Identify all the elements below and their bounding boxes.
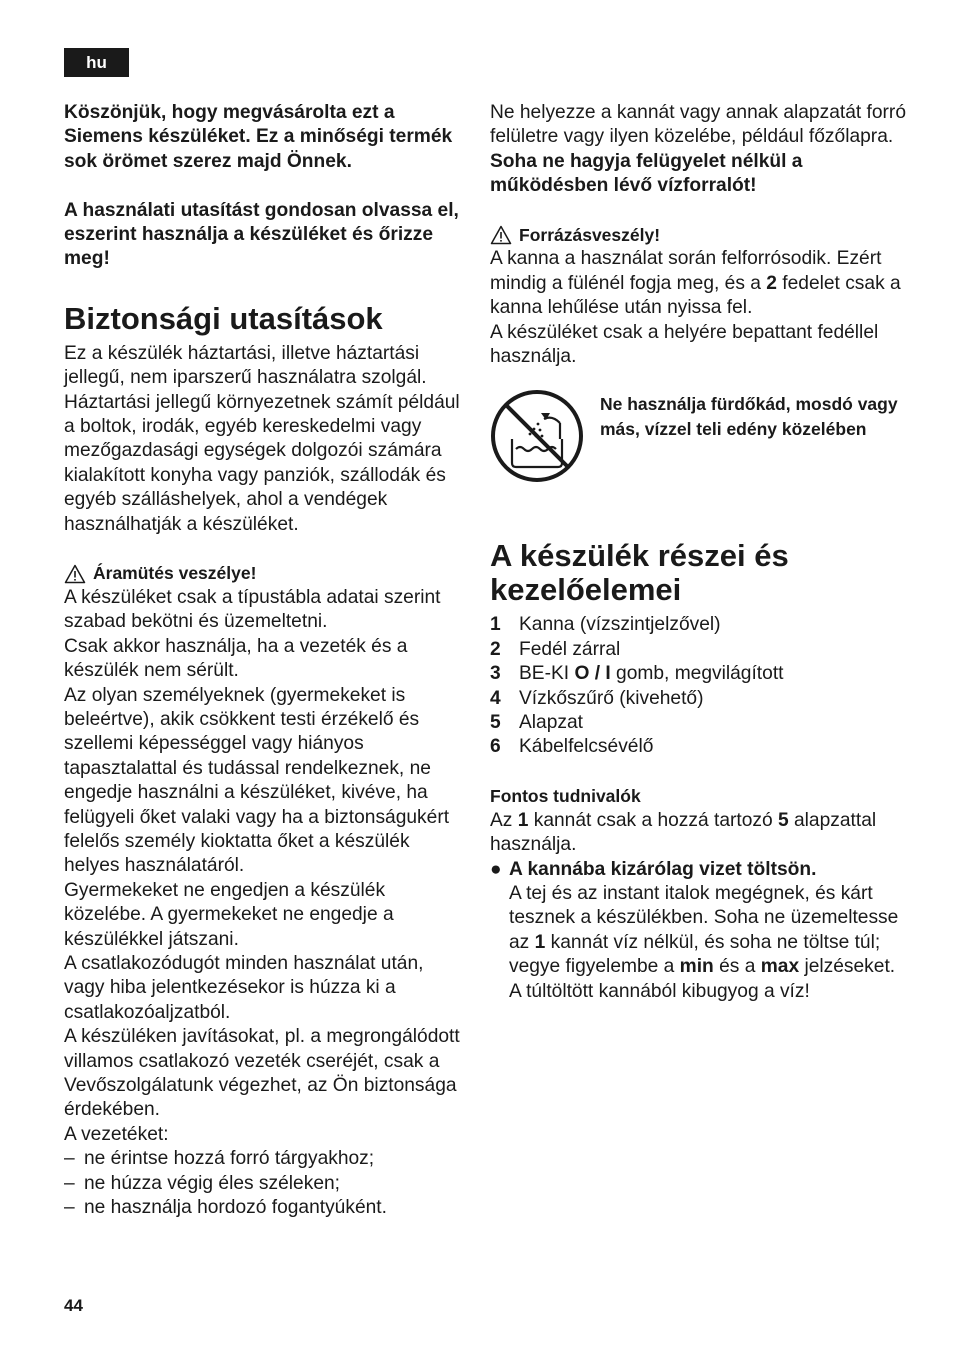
- warning-triangle-icon: [64, 564, 86, 584]
- bath-warning-row: [490, 389, 910, 483]
- bullet-text: A tej és az instant italok megégnek, és kárt tesznek a készülékben. Soha ne üzemeltesse az 1 kannát víz nélkül, és soha ne töltse túl; vegye figyelembe a min és a max jelzéseket. A túltöltött kannából kibugyog a víz!: [509, 882, 899, 1002]
- right-column: [490, 101, 910, 1004]
- shock-paragraph: A készüléken javításokat, pl. a megrongálódott villamos csatlakozó vezeték cseréjét, csak a Vevőszolgálatunk végezhet, az Ön biztonsága érdekében.: [64, 1026, 460, 1121]
- scald-paragraph: A készüléket csak a helyére bepattant fedéllel használja.: [490, 321, 879, 368]
- list-item: 1 Kanna (vízszintjelzővel): [490, 614, 721, 636]
- intro-thanks: Köszönjük, hogy megvásárolta ezt a Siemens készüléket. Ez a minőségi termék sok örömet szerez majd Önnek.: [64, 102, 453, 172]
- shock-paragraph: A csatlakozódugót minden használat után, vagy hiba jelentkezésekor is húzza ki a csatlakozóaljzatból.: [64, 952, 424, 1023]
- safety-title: Biztonsági utasítások: [64, 300, 383, 336]
- scald-warning-heading: [490, 223, 910, 247]
- notes-paragraph: Az 1 kannát csak a hozzá tartozó 5 alapzattal használja.: [490, 809, 877, 856]
- shock-paragraph: Csak akkor használja, ha a vezeték és a készülék nem sérült.: [64, 635, 408, 682]
- scald-paragraph: A kanna a használat során felforrósodik. Ezért mindig a fülénél fogja meg, és a 2 fedelet csak a kanna lehűlése után nyissa fel.: [490, 248, 901, 319]
- scald-warning-title: Forrázásveszély!: [519, 225, 661, 246]
- unattended-warning: Soha ne hagyja felügyelet nélkül a működésben lévő vízforralót!: [490, 150, 803, 197]
- list-item: – ne használja hordozó fogantyúként.: [64, 1197, 387, 1219]
- parts-list: [490, 613, 910, 759]
- cable-intro: A vezetéket:: [64, 1123, 169, 1145]
- shock-paragraph: A készüléket csak a típustábla adatai szerint szabad bekötni és üzemeltetni.: [64, 586, 441, 633]
- list-item: 3 BE-KI O / I gomb, megvilágított: [490, 663, 784, 685]
- bullet-bold-text: A kannába kizárólag vizet töltsön.: [509, 858, 817, 880]
- warning-triangle-icon: [490, 225, 512, 245]
- notes-heading: Fontos tudnivalók: [490, 786, 641, 807]
- shock-paragraph: Gyermekeket ne engedjen a készülék közelébe. A gyermekeket ne engedje a készülékkel játszani.: [64, 879, 394, 950]
- list-item: [490, 858, 910, 1004]
- list-item: 4 Vízkőszűrő (kivehető): [490, 687, 704, 709]
- parts-title: A készülék részei és kezelőelemei: [490, 538, 789, 608]
- shock-warning-title: Áramütés veszélye!: [93, 563, 257, 584]
- list-item: – ne húzza végig éles széleken;: [64, 1172, 340, 1194]
- hot-surface-warning: Ne helyezze a kannát vagy annak alapzatát forró felületre vagy ilyen közelébe, például főzőlapra.: [490, 102, 906, 148]
- shock-warning-heading: [64, 561, 464, 585]
- shock-paragraph: Az olyan személyeknek (gyermekeket is beleértve), akik csökkent testi érzékelő és szellemi képességgel vagy hiányos tapasztalattal és tudással rendelkeznek, ne engedje használni a készüléket, kivéve, ha felügyeli őket valaki vagy ha a biztonságukért felelős személy kioktatta őket a készülék helyes használatáról.: [64, 684, 450, 877]
- bath-warning-text: Ne használja fürdőkád, mosdó vagy más, vízzel teli edény közelében: [600, 394, 898, 439]
- safety-paragraph: Ez a készülék háztartási, illetve háztartási jellegű, nem iparszerű használatra szolgál. Háztartási jellegű környezetnek számít például a boltok, irodák, egyéb kereskedelmi vagy mezőgazdasági egységek dolgozói számára kialakított konyha vagy panziók, szállodák és egyéb szálláshelyek, ahol a vendégek használhatják a készüléket.: [64, 342, 460, 535]
- page-number: 44: [64, 1296, 83, 1315]
- language-tab: hu: [64, 48, 129, 77]
- left-column: [64, 101, 464, 1220]
- bullet-mark: ●: [490, 858, 502, 880]
- list-item: 5 Alapzat: [490, 712, 583, 734]
- no-bathtub-icon: [490, 389, 584, 483]
- intro-read-instructions: A használati utasítást gondosan olvassa el, eszerint használja a készüléket és őrizze meg!: [64, 199, 459, 270]
- list-item: 6 Kábelfelcsévélő: [490, 736, 654, 758]
- list-item: 2 Fedél zárral: [490, 638, 621, 660]
- list-item: – ne érintse hozzá forró tárgyakhoz;: [64, 1148, 375, 1170]
